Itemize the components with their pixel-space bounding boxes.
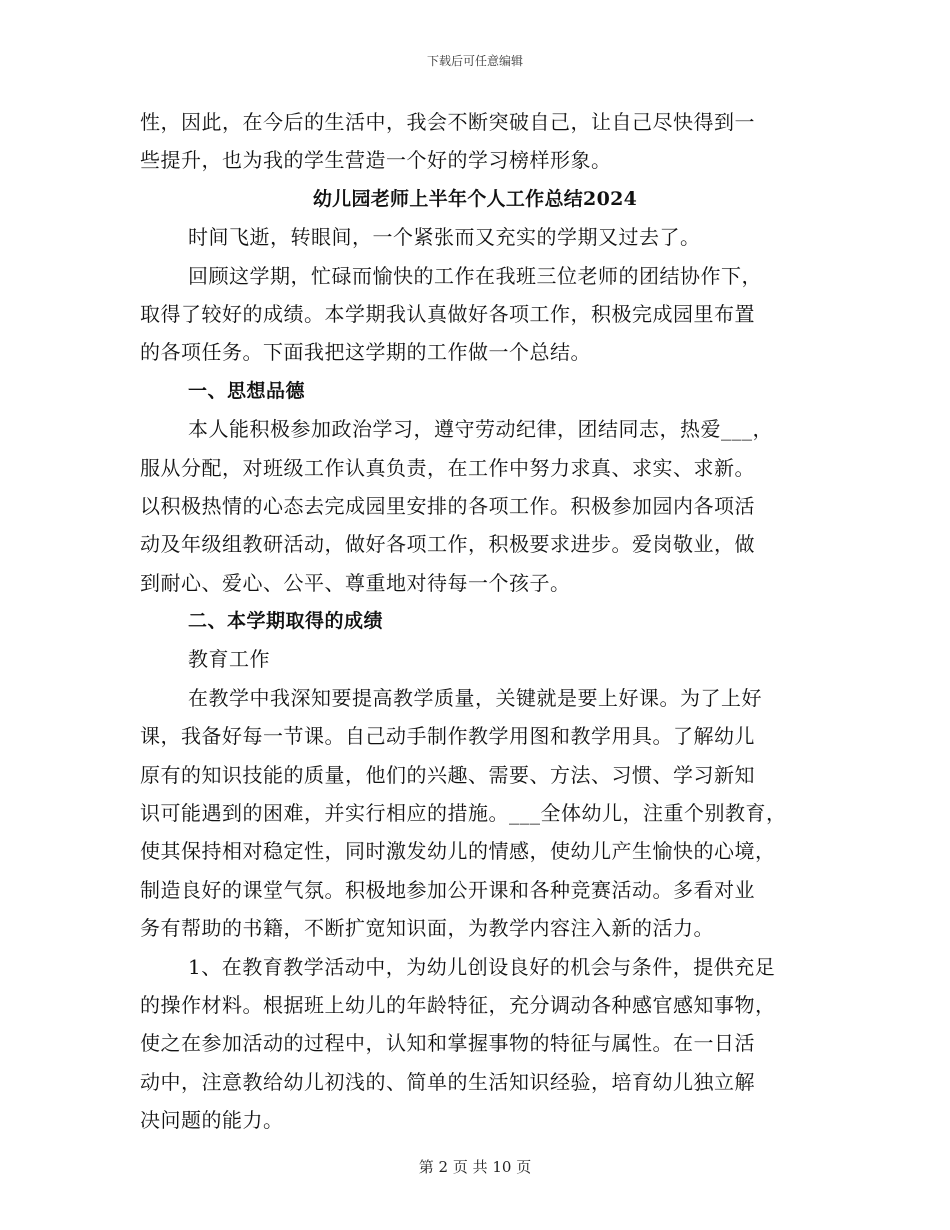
paragraph-line: 在教学中我深知要提高教学质量，关键就是要上好课。为了上好 (188, 685, 762, 710)
paragraph-line: 回顾这学期，忙碌而愉快的工作在我班三位老师的团结协作下， (188, 263, 762, 288)
paragraph-line: 服从分配，对班级工作认真负责，在工作中努力求真、求实、求新。 (140, 455, 755, 480)
paragraph-line: 的操作材料。根据班上幼儿的年龄特征，充分调动各种感官感知事物， (140, 992, 776, 1017)
subsection-label: 教育工作 (188, 647, 270, 672)
page-header: 下载后可任意编辑 (426, 54, 523, 68)
paragraph-line: 性，因此，在今后的生活中，我会不断突破自己，让自己尽快得到一 (140, 110, 755, 134)
section-heading: 一、思想品德 (188, 379, 306, 402)
paragraph-line: 制造良好的课堂气氛。积极地参加公开课和各种竞赛活动。多看对业 (140, 877, 755, 902)
paragraph-line: 到耐心、爱心、公平、尊重地对待每一个孩子。 (140, 570, 571, 595)
paragraph-line: 使其保持相对稳定性，同时激发幼儿的情感，使幼儿产生愉快的心境， (140, 839, 776, 864)
paragraph-line: 的各项任务。下面我把这学期的工作做一个总结。 (140, 340, 591, 365)
paragraph-line: 决问题的能力。 (140, 1108, 284, 1133)
paragraph-line: 动及年级组教研活动，做好各项工作，积极要求进步。爱岗敬业，做 (140, 532, 755, 557)
paragraph-line: 原有的知识技能的质量，他们的兴趣、需要、方法、习惯、学习新知 (140, 762, 755, 787)
page-footer: 第 2 页 共 10 页 (418, 1158, 532, 1176)
document-body (140, 103, 810, 1140)
paragraph-line: 务有帮助的书籍，不断扩宽知识面，为教学内容注入新的活力。 (140, 916, 714, 941)
paragraph-line: 使之在参加活动的过程中，认知和掌握事物的特征与属性。在一日活 (140, 1031, 755, 1056)
document-title: 幼儿园老师上半年个人工作总结2024 (312, 187, 638, 210)
paragraph-line: 本人能积极参加政治学习，遵守劳动纪律，团结同志，热爱___， (188, 417, 773, 442)
paragraph-line: 些提升，也为我的学生营造一个好的学习榜样形象。 (140, 148, 612, 173)
paragraph-line: 1、在教育教学活动中，为幼儿创设良好的机会与条件，提供充足 (188, 954, 776, 979)
paragraph-line: 课，我备好每一节课。自己动手制作教学用图和教学用具。了解幼儿 (140, 724, 755, 749)
paragraph-line: 动中，注意教给幼儿初浅的、简单的生活知识经验，培育幼儿独立解 (140, 1069, 755, 1094)
paragraph-line: 以积极热情的心态去完成园里安排的各项工作。积极参加园内各项活 (140, 493, 755, 518)
paragraph-line: 识可能遇到的困难，并实行相应的措施。___全体幼儿，注重个别教育， (140, 801, 787, 826)
section-heading: 二、本学期取得的成绩 (188, 610, 384, 633)
paragraph-line: 时间飞逝，转眼间，一个紧张而又充实的学期又过去了。 (188, 225, 701, 250)
paragraph-line: 取得了较好的成绩。本学期我认真做好各项工作，积极完成园里布置 (140, 301, 755, 326)
